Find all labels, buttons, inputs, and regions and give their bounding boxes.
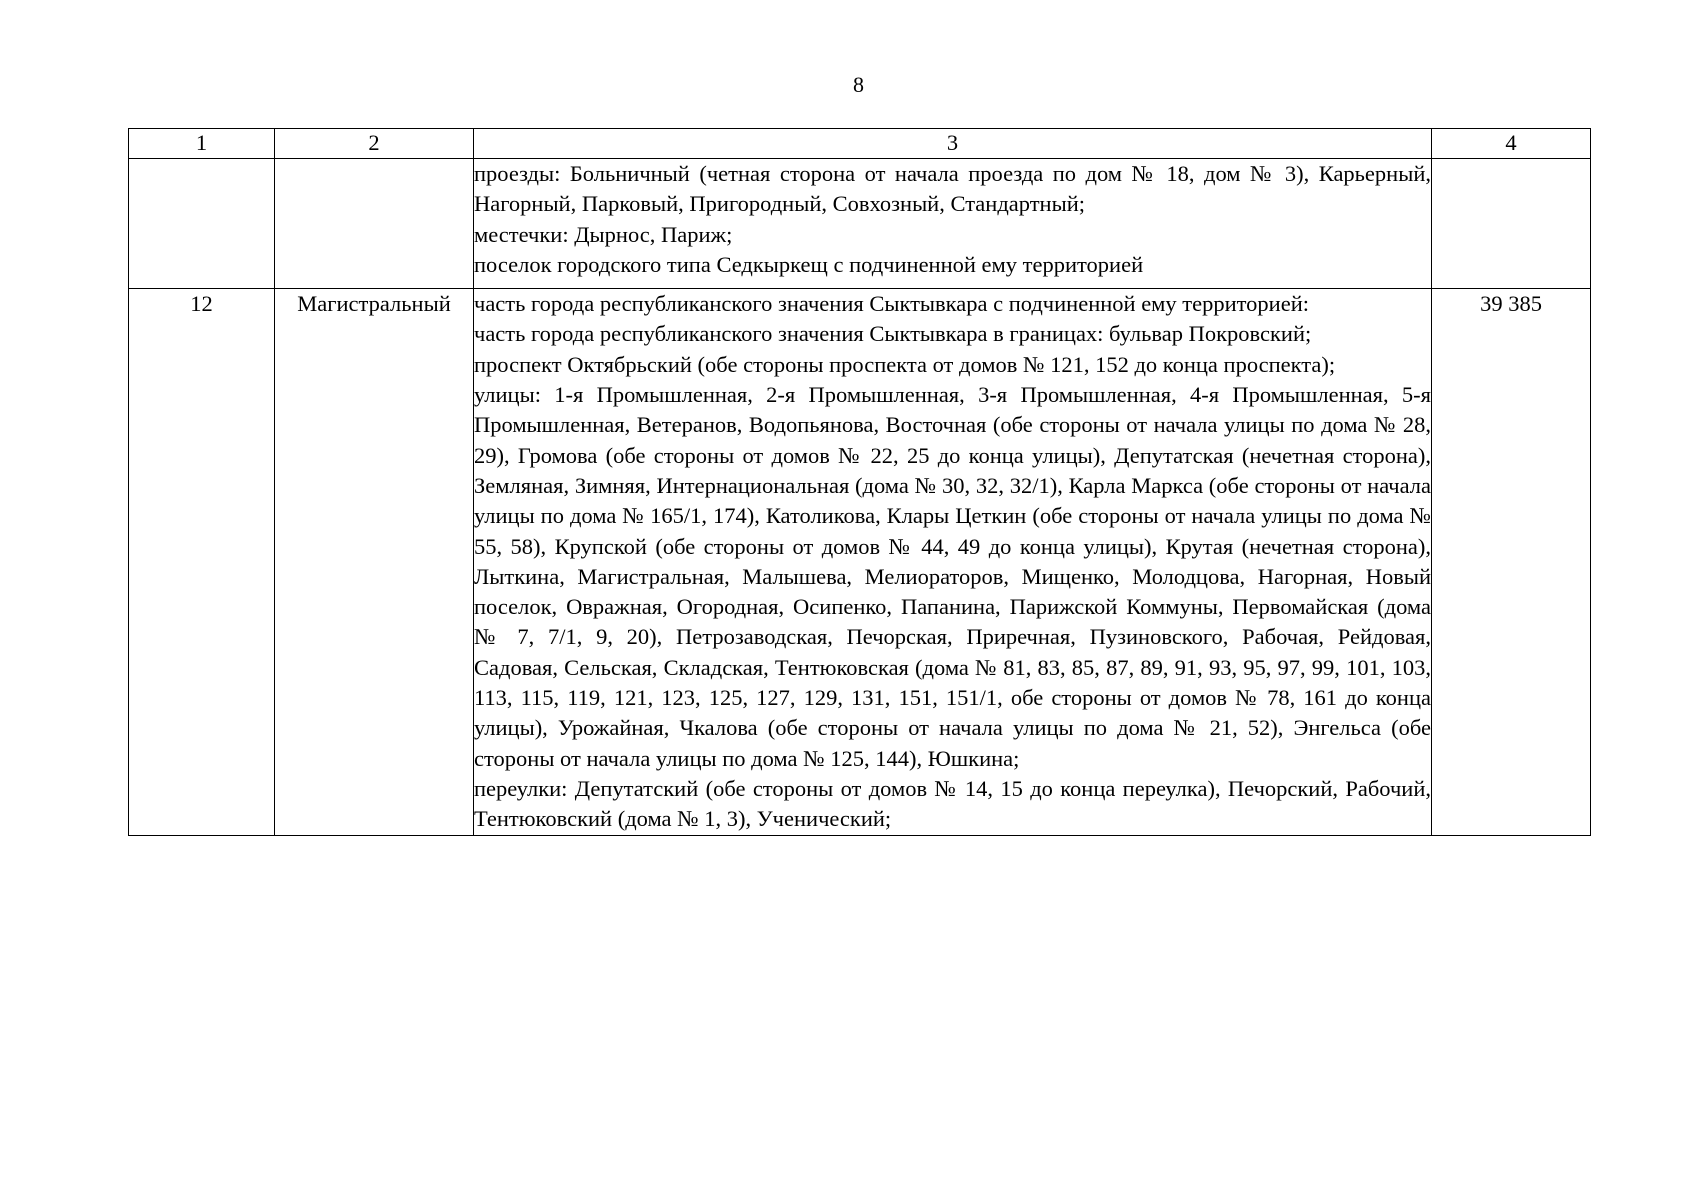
description-paragraph: переулки: Депутатский (обе стороны от домов № 14, 15 до конца переулка), Печорский, Рабочий, Тентюковский (дома № 1, 3), Ученический; [474,775,1431,832]
district-name-cell [275,159,474,289]
description-paragraph: улицы: 1-я Промышленная, 2-я Промышленная, 3-я Промышленная, 4-я Промышленная, 5-я Промышленная, Ветеранов, Водопьянова, Восточная (обе стороны от начала улицы по дома № 28, 29), Громова (обе стороны от домов № 22, 25 до конца улицы), Депутатская (нечетная сторона), Земляная, Зимняя, Интернациональная (дома № 30, 32, 32/1), Карла Маркса (обе стороны от начала улицы по дома № 165/1, 174), Католикова, Клары Цеткин (обе стороны от начала улицы по дома № 55, 58), Крупской (обе стороны от домов № 44, 49 до конца улицы), Крутая (нечетная сторона), Лыткина, Магистральная, Малышева, Мелиораторов, Мищенко, Молодцова, Нагорная, Новый поселок, Овражная, Огородная, Осипенко, Папанина, Парижской Коммуны, Первомайская (дома № 7, 7/1, 9, 20), Петрозаводская, Печорская, Приречная, Пузиновского, Рабочая, Рейдовая, Садовая, Сельская, Складская, Тентюковская (дома № 81, 83, 85, 87, 89, 91, 93, 95, 97, 99, 101, 103, 113, 115, 119, 121, 123, 125, 127, 129, 131, 151, 151/1, обе стороны от домов № 78, 161 до конца улицы), Урожайная, Чкалова (обе стороны от начала улицы по дома № 21, 52), Энгельса (обе стороны от начала улицы по дома № 125, 144), Юшкина; [474,382,1431,771]
row-number-cell [129,159,275,289]
description-paragraph: проспект Октябрьский (обе стороны проспекта от домов № 121, 152 до конца проспекта); [474,351,1336,377]
page-number: 8 [853,72,864,97]
column-header-4: 4 [1432,129,1591,159]
column-header-2: 2 [275,129,474,159]
district-table [128,128,1591,836]
column-header-row [129,129,1591,159]
column-header-1: 1 [129,129,275,159]
description-paragraph: часть города республиканского значения Сыктывкара с подчиненной ему территорией: [474,291,1310,317]
row-number-cell: 12 [129,289,275,835]
district-name-cell: Магистральный [275,289,474,835]
description-paragraph: поселок городского типа Седкыркещ с подчиненной ему территорией [474,251,1144,277]
table-row [129,159,1591,289]
voter-count-cell: 39 385 [1432,289,1591,835]
district-description-cell [474,159,1432,289]
table-row [129,289,1591,835]
description-paragraph: часть города республиканского значения Сыктывкара в границах: бульвар Покровский; [474,321,1312,347]
description-paragraph: проезды: Больничный (четная сторона от начала проезда по дом № 18, дом № 3), Карьерный, Нагорный, Парковый, Пригородный, Совхозный, Стандартный; [474,161,1431,217]
district-description-cell [474,289,1432,835]
description-paragraph: местечки: Дырнос, Париж; [474,221,733,247]
voter-count-cell [1432,159,1591,289]
column-header-3: 3 [474,129,1432,159]
